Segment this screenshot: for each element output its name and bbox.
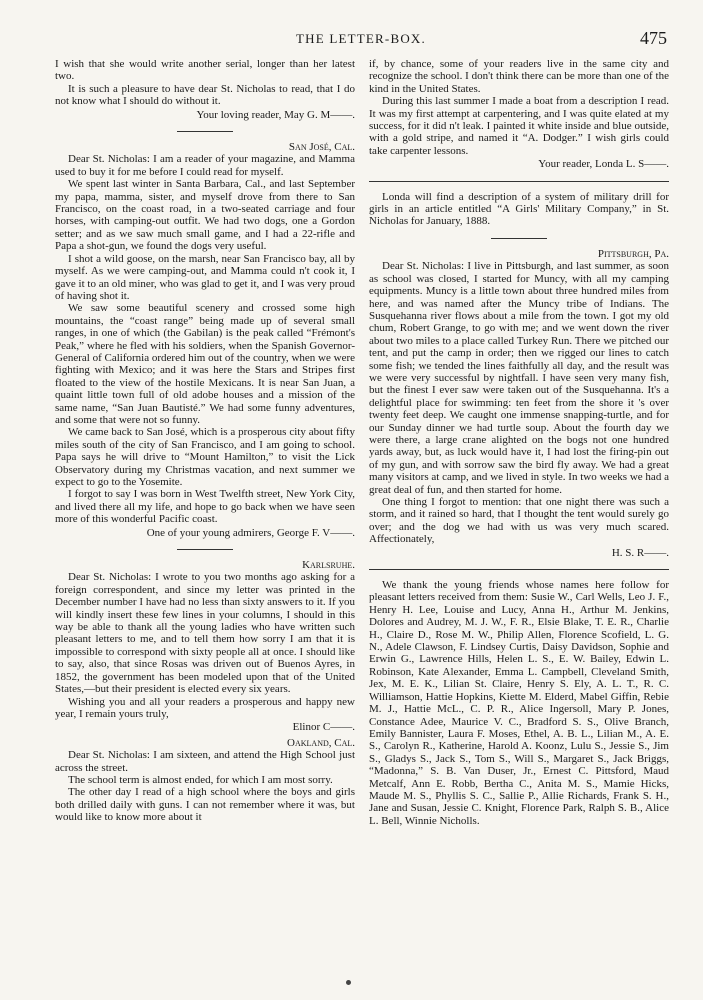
letter-text: We saw some beautiful scenery and crossed some high mountains, the “coast range” being made up of several small ranges, in one of which (the Gabilan) is the peak called “Frémont's Peak,” where he fled with his soldiers, when the Spanish Governor-General of California ordered him out of the country, when we were fighting with Mexico; and it was here the Stars and Stripes first floated to the view of the hostile Mexicans. It is near San Juan, a quaint little town full of old adobe houses and a mission of the same name, “San Juan Bautisté.” We had some funny adventures, and some that were not so funny.: [55, 302, 355, 426]
letter-signature: Your reader, Londa L. S——.: [538, 158, 669, 171]
letter-text: Dear St. Nicholas: I wrote to you two months ago asking for a foreign correspondent, and since my letter was printed in the December number I have had no less than sixty answers to it. If you will kindly insert these few lines in your columns, I should in this way be able to thank all the young ladies who have written such pleasant letters to me, and to tell them how sorry I am that it is impossible to correspond with sixty people all at once. I should like to say, also, that since Rosas was driven out of Buenos Ayres, in 1852, the government has been modeled upon that of the United States,—but their president is elected every six years.: [55, 571, 355, 696]
letter-signature: Your loving reader, May G. M——.: [196, 108, 355, 121]
letter-signature: Elinor C——.: [292, 721, 355, 734]
running-title: THE LETTER-BOX.: [296, 31, 426, 46]
editor-note: Londa will find a description of a system of military drill for girls in an article entitled “A Girls' Military Company,” in St. Nicholas for January, 1888.: [369, 190, 669, 228]
left-column: [55, 58, 355, 824]
section-divider: [177, 549, 233, 550]
letter-location: Oakland, Cal.: [287, 736, 355, 749]
letter-text: During this last summer I made a boat from a description I read. It was my first attempt at carpentering, and I was quite elated at my success, for it did n't leak. I painted it white inside and blue outside, with a gold stripe, and named it “A. Dodger.” I wish girls could take carpenter lessons.: [369, 95, 669, 157]
section-divider: [369, 181, 669, 182]
page-number: 475: [640, 28, 667, 48]
letter-text: if, by chance, some of your readers live in the same city and recognize the school. I don't think there can be more than one of the kind in the United States.: [369, 58, 669, 95]
letter-signature: H. S. R——.: [611, 546, 669, 559]
letter-text: I shot a wild goose, on the marsh, near San Francisco bay, all by myself. As we were camping-out, and Mamma could n't cook it, I gave it to an old miner, who was glad to get it, and I was very proud of having shot it.: [55, 252, 355, 302]
letter-signature: One of your young admirers, George F. V——.: [146, 526, 355, 539]
letter-text: Wishing you and all your readers a prosperous and happy new year, I remain yours truly,: [55, 695, 355, 720]
letter-location: Pittsburgh, Pa.: [597, 247, 669, 260]
letter-text: The school term is almost ended, for which I am most sorry.: [68, 773, 333, 786]
letter-text: We spent last winter in Santa Barbara, Cal., and last September my papa, mamma, sister, and myself drove from there to San Francisco, on the coast road, in a two-seated carriage and four horses, with camping-out outfit. We had two dogs, one a Gordon setter; and as we saw much small game, and I had a 22-rifle and Papa a shot-gun, we found the dogs very useful.: [55, 178, 355, 253]
letter-text: Dear St. Nicholas: I live in Pittsburgh, and last summer, as soon as school was closed, I started for Muncy, with all my camping equipments. Muncy is a little town about three hundred miles from here, and was named after the Muncy tribe of Indians. The Susquehanna river flows about a mile from the town. I got my old chum, Robert Grange, to go with me; and we went down the river about two miles to a place called Turkey Run. There we pitched our tent, and put the camp in order; then we rigged our lines to catch some fish; we tended the lines faithfully all day, and the result was we were very successful by nightfall. I have seen very many fish, but the finest I ever saw were taken out of the Susquehanna. It's a delightful place for swimming: ten feet from the shore it 's over twenty feet deep. We caught one immense snapping-turtle, and for our Sunday dinner we had turtle soup. About the fourth day we were there, a large crane alighted on the bogs not one hundred yards away, but, as luck would have it, I had lost the firing-pin out of my gun, and with sorrow saw the bird fly away. We had a great many visitors at camp, and we lived in style. In two weeks we had a great deal of fun, and then started for home.: [369, 260, 669, 496]
section-divider: [369, 569, 669, 570]
section-divider: [177, 131, 233, 132]
letter-text: It is such a pleasure to have dear St. Nicholas to read, that I do not know what I should do without it.: [55, 82, 355, 108]
letter-text: I wish that she would write another serial, longer than her latest two.: [55, 58, 355, 83]
right-column: [369, 58, 669, 827]
section-divider: [491, 238, 547, 239]
letter-text: Dear St. Nicholas: I am a reader of your magazine, and Mamma used to buy it for me before I could read for myself.: [55, 153, 355, 178]
letter-text: We came back to San José, which is a prosperous city about fifty miles south of the city of San Francisco, and I am going to school. Papa says he will drive to “Mount Hamilton,” to visit the Lick Observatory during my Christmas vacation, and next summer we expect to go to the Yosemite.: [55, 426, 355, 488]
thanks-list: We thank the young friends whose names here follow for pleasant letters received from them: Susie W., Carl Wells, Leo J. F., Henry H. Lee, Louise and Lucy, Anna H., Arthur M. Jenkins, Dolores and Audrey, M. J. W., F. R., Elsie Blake, T. E. R., Charlie H., Claire D., Rose M. W., Philip Allen, Florence Scofield, L. G. N., Adele Clawson, F. Lindsey Curtis, Daisy Davidson, Sophie and Erwin G., Lawrence Hills, Helen L. S., E. W. Bailey, Edwin L. Robinson, Kate Alexander, Emma L. Campbell, Cleveland Smith, Jex, M. E. K., Lilian St. Claire, Henry S. Ely, A. L. T., R. C. Williamson, Hattie Hopkins, Kiette M. Elderd, Mabel Giffin, Rebie M. J., Hattie McL., C. P. R., Alice Ingersoll, Mary P. Jones, Constance Adee, Maurice V. C., Bradford S. S., Olive Branch, Emily Bannister, Laura F. Moses, Ethel, A. B. L., Lilian M., A. E. S., Carolyn R., Katherine, Harold A. Koonz, Lulu S., Jessie S., Jim S., Gladys S., Jack S., Tom S., Will S., Margaret S., Jack Briggs, “Madonna,” S. B. Van Duser, Jr., Ernest C. Pittsford, Maud Metcalf, Ann E. Robb, Bertha C., Anita M. S., Mamie Hicks, Maude M. S., Phyllis S. C., Sallie P., Allie Richards, Frank S. H., Jane and Susan, Jessie C. Knight, Florence Park, Ralph S. B., Alice L. Bell, Winnie Nicholls.: [369, 579, 669, 827]
letter-text: I forgot to say I was born in West Twelfth street, New York City, and lived there all my life, and hope to go back when we have seen more of this wonderful Pacific coast.: [55, 488, 355, 526]
letter-text: Dear St. Nicholas: I am sixteen, and attend the High School just across the street.: [55, 749, 355, 774]
letter-text: One thing I forgot to mention: that one night there was such a storm, and it rained so hard, that I thought the tent would surely go over; and the dog we had with us was very much scared. Affectionately,: [369, 496, 669, 546]
ornament-dot: [346, 980, 351, 985]
letter-text: The other day I read of a high school where the boys and girls both drilled daily with guns. I can not remember where it was, but would like to know more about it: [55, 786, 355, 824]
page-header: [55, 28, 667, 50]
letter-location: San José, Cal.: [288, 141, 355, 154]
letter-location: Karlsruhe.: [302, 559, 355, 572]
